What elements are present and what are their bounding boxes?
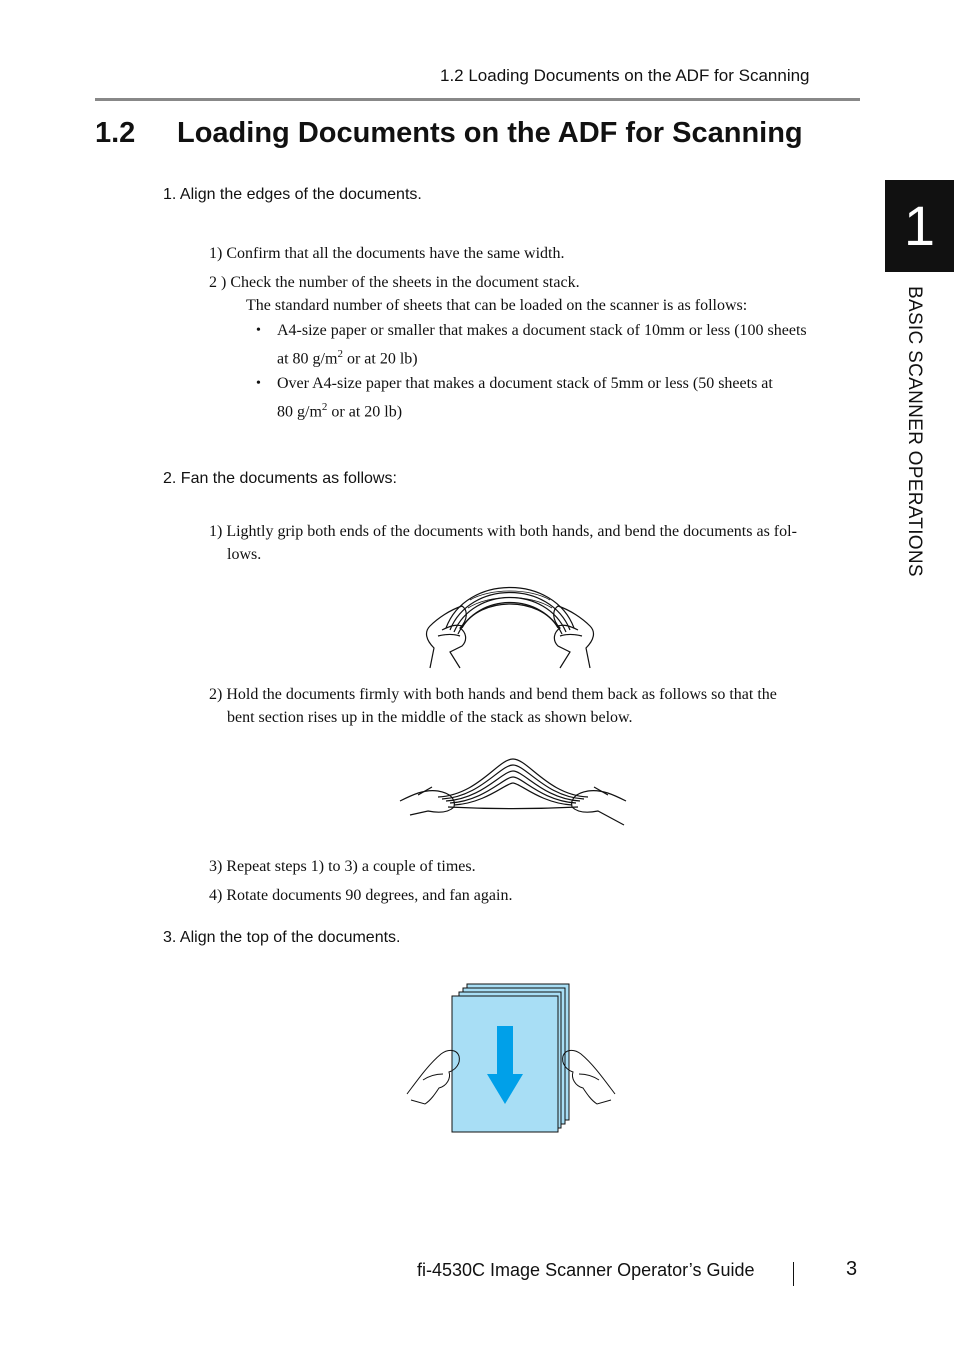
step-1-label: 1. Align the edges of the documents. (163, 186, 422, 203)
footer-divider (793, 1262, 794, 1286)
footer-guide-title: fi-4530C Image Scanner Operator’s Guide (417, 1260, 755, 1280)
bullet-2-line1: Over A4-size paper that makes a document stack of 5mm or less (50 sheets at (277, 375, 773, 392)
fan-arch-illustration (410, 570, 610, 670)
bullet-marker: • (256, 376, 261, 391)
chapter-label: BASIC SCANNER OPERATIONS (904, 286, 925, 577)
step-2-sub-1: 1) Lightly grip both ends of the documents with both hands, and bend the documents as fol- (209, 523, 797, 540)
bullet-1-line2: at 80 $g/m^2$ or at 20 lb) (277, 348, 418, 368)
section-title: Loading Documents on the ADF for Scanning (177, 117, 803, 149)
running-header: 1.2 Loading Documents on the ADF for Scanning (440, 66, 810, 85)
step-2-sub-2-cont: bent section rises up in the middle of the stack as shown below. (227, 709, 633, 726)
bullet-1-line1: A4-size paper or smaller that makes a document stack of 10mm or less (100 sheets (277, 322, 807, 339)
step-2-label: 2. Fan the documents as follows: (163, 470, 397, 487)
bullet-marker: • (256, 323, 261, 338)
section-number: 1.2 (95, 117, 136, 149)
step-2-sub-2: 2) Hold the documents firmly with both hands and bend them back as follows so that the (209, 686, 777, 703)
step-2-sub-3: 3) Repeat steps 1) to 3) a couple of times. (209, 858, 476, 875)
chapter-number: 1 (903, 194, 936, 257)
step-1-sub-2: 2 ) Check the number of the sheets in the document stack. (209, 274, 580, 291)
header-rule (95, 98, 860, 101)
align-top-illustration (405, 982, 617, 1138)
bullet-2-line2: 80 $g/m^2$ or at 20 lb) (277, 401, 403, 421)
step-1-sub-2-note: The standard number of sheets that can be loaded on the scanner is as follows: (246, 297, 748, 314)
step-2-sub-4: 4) Rotate documents 90 degrees, and fan again. (209, 887, 513, 904)
page-number: 3 (846, 1258, 858, 1280)
fan-flat-illustration (398, 755, 628, 827)
step-1-sub-1: 1) Confirm that all the documents have the same width. (209, 245, 565, 262)
step-3-label: 3. Align the top of the documents. (163, 929, 401, 946)
step-2-sub-1-cont: lows. (227, 546, 262, 563)
